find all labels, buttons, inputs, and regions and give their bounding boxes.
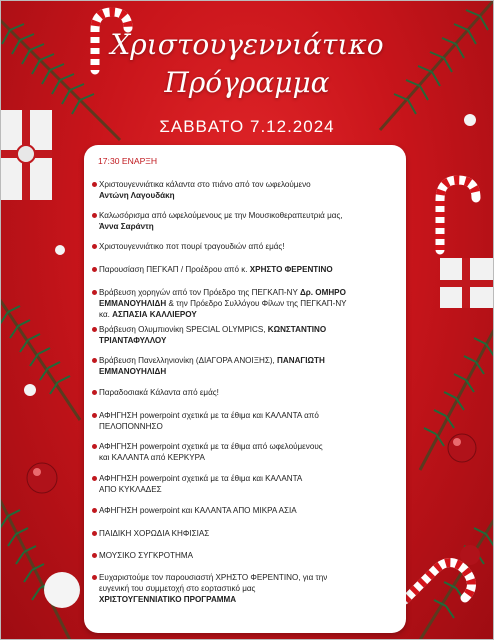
event-date: ΣΑΒΒΑΤΟ 7.12.2024	[159, 117, 335, 136]
ornament-icon	[448, 434, 476, 462]
program-item: ΑΦΗΓΗΣΗ powerpoint σχετικά με τα έθιμα και ΚΑΛΑΝΤΑ από ΠΕΛΟΠΟΝΝΗΣΟ	[92, 410, 402, 432]
fir-branch-icon	[380, 0, 494, 130]
gift-box-icon	[440, 258, 494, 308]
bullet-icon	[92, 213, 97, 218]
bullet-icon	[92, 244, 97, 249]
bullet-icon	[92, 390, 97, 395]
program-item: ΠΑΙΔΙΚΗ ΧΟΡΩΔΙΑ ΚΗΦΙΣΙΑΣ	[92, 528, 402, 539]
candy-cane-icon	[440, 180, 476, 250]
ornament-icon	[27, 463, 57, 493]
bullet-icon	[92, 575, 97, 580]
program-item: Χριστουγεννιάτικο ποτ πουρί τραγουδιών από εμάς!	[92, 241, 402, 252]
bullet-icon	[92, 290, 97, 295]
program-item: Καλωσόρισμα από ωφελούμενους με την Μουσικοθεραπευτριά μας, Άννα Σαράντη	[92, 210, 402, 232]
program-item: Βράβευση Πανελληνιονίκη (ΔΙΑΓΟΡΑ ΑΝΟΙΞΗΣ), ΠΑΝΑΓΙΩΤΗ ΕΜΜΑΝΟΥΗΛΙΔΗ	[92, 355, 402, 377]
program-item: Ευχαριστούμε τον παρουσιαστή ΧΡΗΣΤΟ ΦΕΡΕΝΤΙΝΟ, για την ευγενική του συμμετοχή στο εορταστικό μας ΧΡΙΣΤΟΥΓΕΝΝΙΑΤΙΚΟ ΠΡΟΓΡΑΜΜΑ	[92, 572, 402, 605]
bullet-icon	[92, 358, 97, 363]
program-item: ΑΦΗΓΗΣΗ powerpoint σχετικά με τα έθιμα και ΚΑΛΑΝΤΑ ΑΠΟ ΚΥΚΛΑΔΕΣ	[92, 473, 402, 495]
bullet-icon	[92, 508, 97, 513]
poster-title-line1: Χριστουγεννιάτικο	[110, 28, 384, 61]
poster-title-line2: Πρόγραμμα	[164, 66, 330, 99]
fir-branch-icon	[0, 300, 80, 420]
start-time: 17:30 ΕΝΑΡΞΗ	[98, 156, 158, 166]
bullet-icon	[92, 444, 97, 449]
bullet-icon	[92, 327, 97, 332]
bullet-icon	[92, 553, 97, 558]
program-item: Βράβευση Ολυμπιονίκη SPECIAL OLYMPICS, ΚΩΝΣΤΑΝΤΙΝΟ ΤΡΙΑΝΤΑΦΥΛΛΟΥ	[92, 324, 402, 346]
bullet-icon	[92, 476, 97, 481]
program-item: Βράβευση χορηγών από τον Πρόεδρο της ΠΕΓΚΑΠ-ΝΥ Δρ. ΟΜΗΡΟ ΕΜΜΑΝΟΥΗΛΙΔΗ & την Πρόεδρο Συλλόγου Φίλων της ΠΕΓΚΑΠ-ΝΥ κα. ΑΣΠΑΣΙΑ ΚΑΛΛΙΕΡΟΥ	[92, 287, 402, 320]
bullet-icon	[92, 531, 97, 536]
program-item: ΜΟΥΣΙΚΟ ΣΥΓΚΡΟΤΗΜΑ	[92, 550, 402, 561]
fir-branch-icon	[0, 500, 70, 640]
bullet-icon	[92, 182, 97, 187]
program-item: Χριστουγεννιάτικα κάλαντα στο πιάνο από τον ωφελούμενο Αντώνη Λαγουδάκη	[92, 179, 402, 201]
bullet-icon	[92, 267, 97, 272]
program-item: Παραδοσιακά Κάλαντα από εμάς!	[92, 387, 402, 398]
program-item: ΑΦΗΓΗΣΗ powerpoint και ΚΑΛΑΝΤΑ ΑΠΟ ΜΙΚΡΑ ΑΣΙΑ	[92, 505, 402, 516]
bullet-icon	[92, 413, 97, 418]
candy-cane-icon	[405, 563, 472, 601]
program-item: ΑΦΗΓΗΣΗ powerpoint σχετικά με τα έθιμα από ωφελούμενους και ΚΑΛΑΝΤΑ από ΚΕΡΚΥΡΑ	[92, 441, 402, 463]
program-item: Παρουσίαση ΠΕΓΚΑΠ / Προέδρου από κ. ΧΡΗΣΤΟ ΦΕΡΕΝΤΙΝΟ	[92, 264, 402, 275]
